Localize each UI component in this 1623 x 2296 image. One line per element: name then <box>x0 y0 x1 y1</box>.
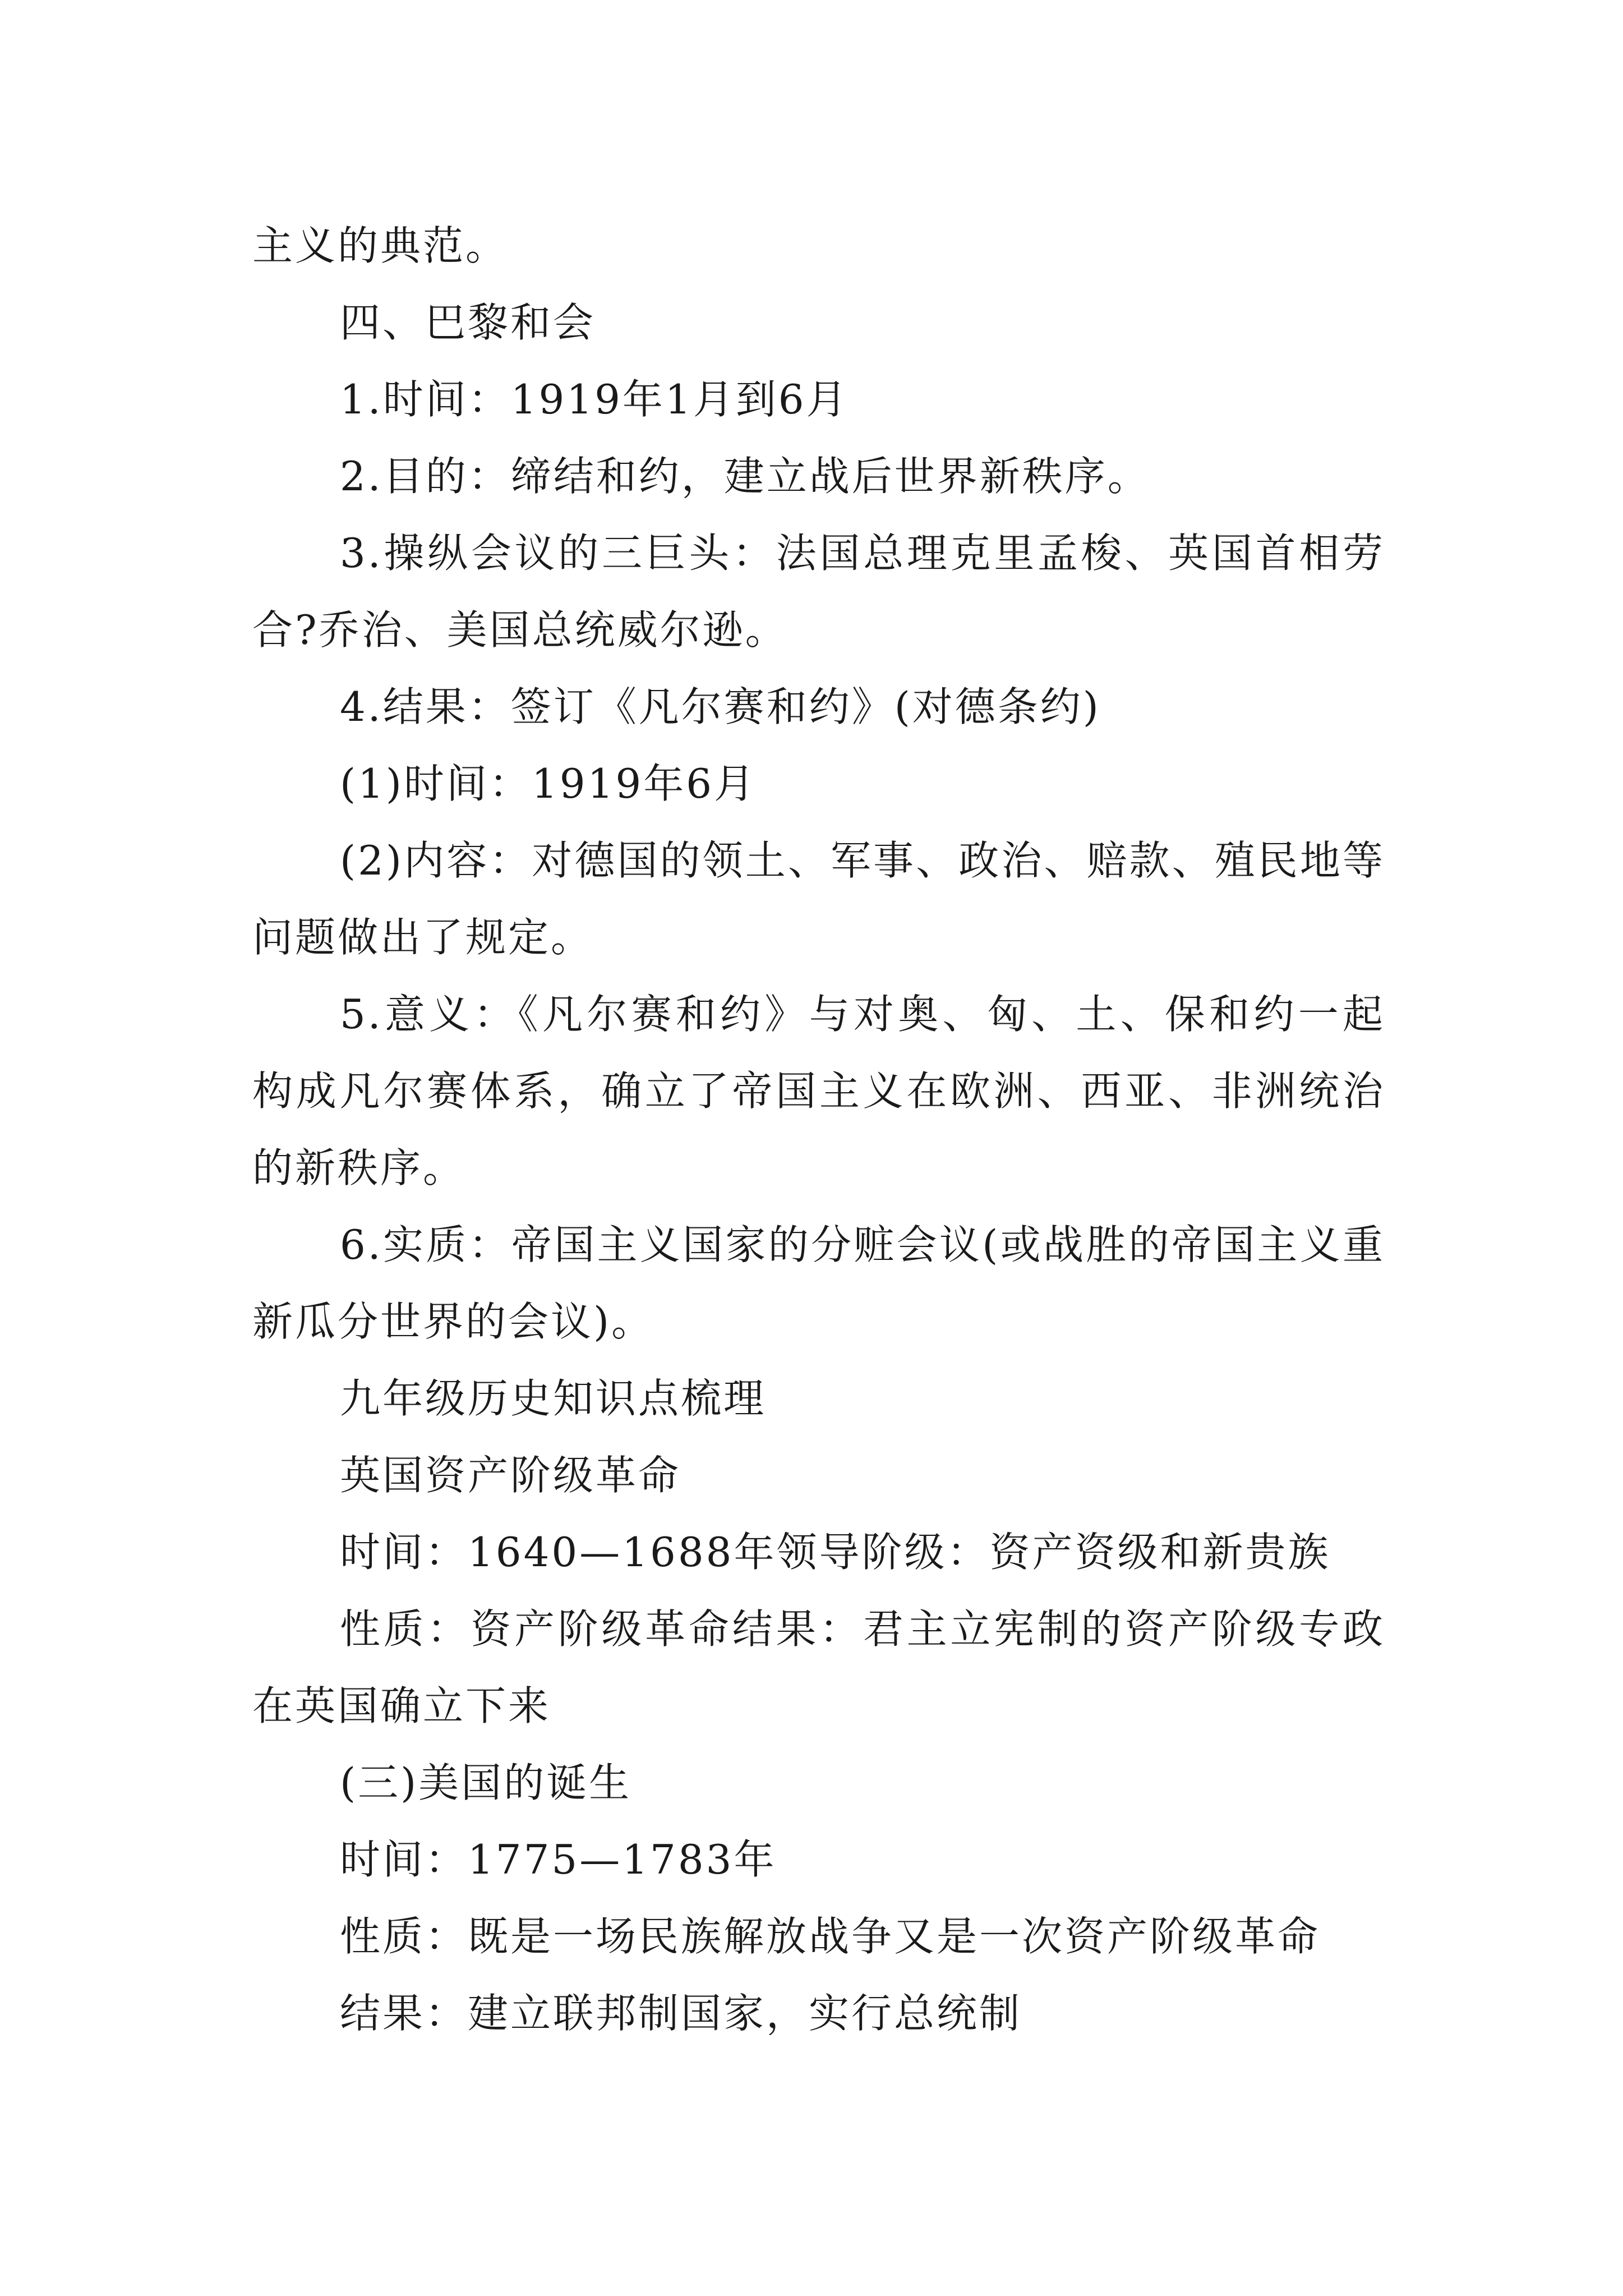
paragraph-result-time: (1)时间：1919年6月 <box>340 760 757 807</box>
section-heading-paris-conference: 四、巴黎和会 <box>340 299 596 346</box>
paragraph-time: 1.时间：1919年1月到6月 <box>340 376 849 423</box>
paragraph-result: 4.结果：签订《凡尔赛和约》(对德条约) <box>340 683 1101 730</box>
paragraph-usa-time: 时间：1775—1783年 <box>340 1836 777 1883</box>
paragraph-essence: 6.实质：帝国主义国家的分赃会议(或战胜的帝国主义重新瓜分世界的会议)。 <box>252 1221 1385 1345</box>
heading-english-revolution: 英国资产阶级革命 <box>340 1452 681 1499</box>
paragraph-result-content: (2)内容：对德国的领土、军事、政治、赔款、殖民地等问题做出了规定。 <box>252 837 1385 961</box>
paragraph-significance: 5.意义：《凡尔赛和约》与对奥、匈、土、保和约一起构成凡尔赛体系，确立了帝国主义在欧洲、西亚、非洲统治的新秩序。 <box>252 991 1385 1191</box>
heading-grade-nine-history: 九年级历史知识点梳理 <box>340 1375 767 1422</box>
paragraph-english-time-leaders: 时间：1640—1688年领导阶级：资产资级和新贵族 <box>340 1529 1331 1576</box>
heading-birth-of-usa: (三)美国的诞生 <box>340 1759 632 1806</box>
paragraph-usa-result: 结果：建立联邦制国家，实行总统制 <box>340 1990 1022 2037</box>
paragraph-big-three: 3.操纵会议的三巨头：法国总理克里孟梭、英国首相劳合?乔治、美国总统威尔逊。 <box>252 530 1385 654</box>
paragraph-purpose: 2.目的：缔结和约，建立战后世界新秩序。 <box>340 453 1150 500</box>
document-page <box>252 208 1385 2052</box>
paragraph-usa-nature: 性质：既是一场民族解放战争又是一次资产阶级革命 <box>340 1913 1321 1960</box>
paragraph-continuation: 主义的典范。 <box>252 222 509 269</box>
paragraph-english-nature-result: 性质：资产阶级革命结果：君主立宪制的资产阶级专政在英国确立下来 <box>252 1605 1385 1729</box>
